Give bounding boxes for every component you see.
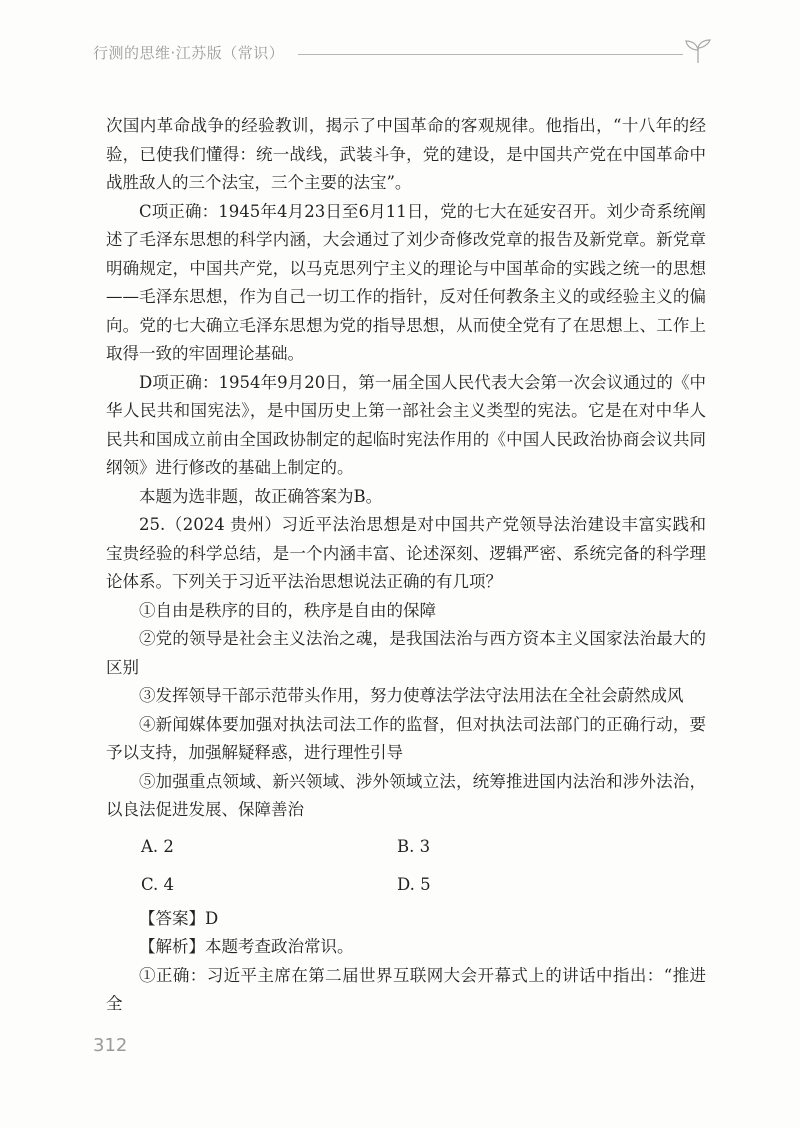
option-b: B. 3: [397, 836, 431, 856]
question-stem: 25.（2024 贵州）习近平法治思想是对中国共产党领导法治建设丰富实践和宝贵经验的科学总结，是一个内涵丰富、论述深刻、逻辑严密、系统完备的科学理论体系。下列关于习近平法治思想说法正确的有几项？: [106, 515, 706, 591]
page-number: 312: [93, 1035, 128, 1056]
option-d: D. 5: [397, 874, 431, 894]
paragraph-option-c: C项正确：1945年4月23日至6月11日，党的七大在延安召开。刘少奇系统阐述了毛泽东思想的科学内涵，大会通过了刘少奇修改党章的报告及新党章。新党章明确规定，中国共产党，以马克思列宁主义的理论与中国革命的实践之统一的思想——毛泽东思想，作为自己一切工作的指针，反对任何教条主义的或经验主义的偏向。党的七大确立毛泽东思想为党的指导思想，从而使全党有了在思想上、工作上取得一致的牢固理论基础。: [106, 201, 706, 363]
option-a: A. 2: [141, 836, 174, 856]
paragraph-option-d: D项正确：1954年9月20日，第一届全国人民代表大会第一次会议通过的《中华人民共和国宪法》，是中国历史上第一部社会主义类型的宪法。它是在对中华人民共和国成立前由全国政协制定的起临时宪法作用的《中国人民政治协商会议共同纲领》进行修改的基础上制定的。: [106, 372, 706, 477]
running-header: [93, 38, 713, 68]
paragraph-conclusion: 本题为选非题，故正确答案为B。: [139, 486, 383, 506]
answer-options: [106, 833, 706, 899]
header-rule: [298, 54, 683, 55]
statement-5: ⑤加强重点领域、新兴领域、涉外领域立法，统筹推进国内法治和涉外法治，以良法促进发展、保障善治: [106, 771, 706, 819]
statement-1: ①自由是秩序的目的，秩序是自由的保障: [139, 600, 436, 620]
option-c: C. 4: [141, 874, 175, 894]
analysis-line: 【解析】本题考查政治常识。: [139, 937, 354, 956]
explanation-1: ①正确：习近平主席在第二届世界互联网大会开幕式上的讲话中指出：“推进全: [106, 965, 706, 1013]
statement-3: ③发挥领导干部示范带头作用，努力使尊法学法守法用法在全社会蔚然成风: [139, 686, 684, 705]
statement-4: ④新闻媒体要加强对执法司法工作的监督，但对执法司法部门的正确行动，要予以支持，加强解疑释惑，进行理性引导: [106, 714, 706, 762]
sprout-icon: [683, 38, 713, 64]
paragraph-continuation: 次国内革命战争的经验教训，揭示了中国革命的客观规律。他指出，“十八年的经验，已使我们懂得：统一战线，武装斗争，党的建设，是中国共产党在中国革命中战胜敌人的三个法宝，三个主要的法宝”。: [106, 116, 706, 192]
running-header-title: 行测的思维·江苏版（常识）: [93, 44, 285, 62]
answer-line: 【答案】D: [139, 908, 219, 928]
statement-2: ②党的领导是社会主义法治之魂，是我国法治与西方资本主义国家法治最大的区别: [106, 629, 706, 677]
page-body: [106, 112, 706, 1019]
